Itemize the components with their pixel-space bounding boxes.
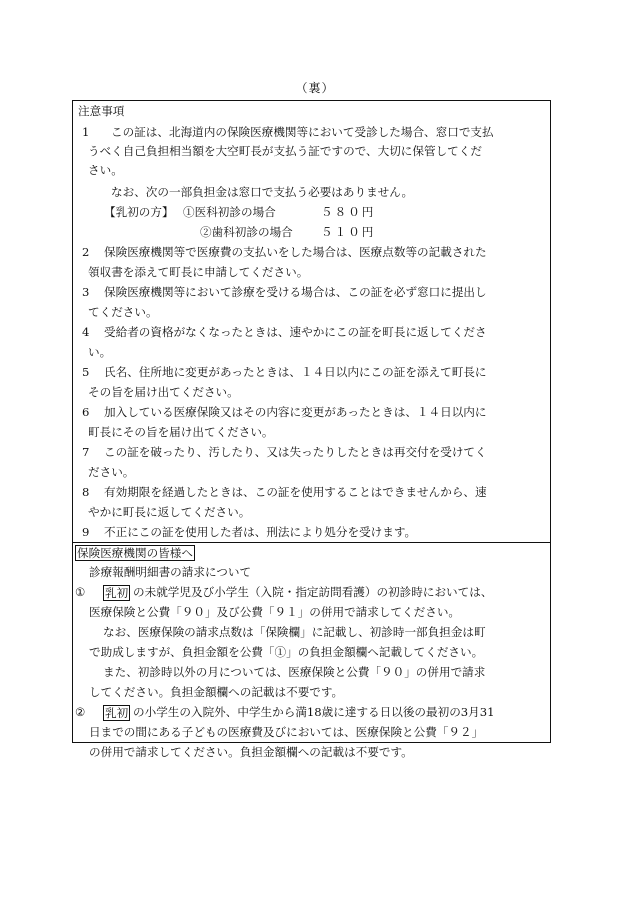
fee-row-name: ②歯科初診の場合 [200, 225, 293, 239]
item-text: この証は、北海道内の保険医療機関等において受診した場合、窓口で支払 [111, 125, 494, 139]
paragraph-text: の未就学児及び小学生（入院・指定訪問看護）の初診時においては、 [133, 585, 493, 599]
item-text: い。 [88, 345, 112, 359]
item-number: 2 [82, 245, 90, 259]
nyusho-tag: 乳初 [105, 706, 129, 720]
item-number: 5 [82, 365, 90, 379]
item-text: 加入している医療保険又はその内容に変更があったときは、１４日以内に [104, 405, 487, 419]
paragraph-number: ② [75, 705, 86, 719]
item-text: 不正にこの証を使用した者は、刑法により処分を受けます。 [104, 525, 417, 539]
paragraph-text: の併用で請求してください。負担金額欄への記載は不要です。 [89, 745, 413, 759]
item-number: 6 [82, 405, 90, 419]
item-number: 4 [82, 325, 90, 339]
paragraph-text: また、初診時以外の月については、医療保険と公費「９０」の併用で請求 [103, 665, 486, 679]
notice-title: 注意事項 [78, 104, 125, 118]
fee-row-amount: ５１０円 [321, 225, 376, 239]
item-number: 3 [82, 285, 90, 299]
fee-row-name: ①医科初診の場合 [183, 205, 276, 219]
paragraph-text: 日までの間にある子どもの医療費及びにおいては、医療保険と公費「９２」 [89, 725, 484, 739]
item-text: 氏名、住所地に変更があったときは、１４日以内にこの証を添えて町長に [104, 365, 487, 379]
nyusho-tag: 乳初 [105, 586, 129, 600]
item-text: この証を破ったり、汚したり、又は失ったりしたときは再交付を受けてく [104, 445, 487, 459]
item-number: 7 [82, 445, 90, 459]
page-heading: （裏） [295, 81, 335, 95]
paragraph-number: ① [75, 585, 86, 599]
document-frame [72, 100, 551, 759]
fee-row-amount: ５８０円 [321, 205, 376, 219]
item-text: 受給者の資格がなくなったときは、速やかにこの証を町長に返してくださ [104, 325, 487, 339]
item-number: 8 [82, 485, 90, 499]
fee-label: 【乳初の方】 [104, 205, 174, 219]
section-divider [73, 542, 550, 543]
institution-subtitle: 診療報酬明細書の請求について [89, 565, 252, 579]
item-number: 9 [82, 525, 90, 539]
item-text: 保険医療機関等において診療を受ける場合は、この証を必ず窓口に提出し [104, 285, 487, 299]
item-text: ださい。 [88, 465, 135, 479]
item-text: なお、次の一部負担金は窓口で支払う必要はありません。 [111, 185, 414, 199]
item-text: 保険医療機関等で医療費の支払いをした場合は、医療点数等の記載された [104, 245, 487, 259]
institution-title: 保険医療機関の皆様へ [77, 546, 193, 560]
item-text: 有効期限を経過したときは、この証を使用することはできませんから、速 [104, 485, 487, 499]
paragraph-text: 医療保険と公費「９０」及び公費「９１」の併用で請求してください。 [89, 605, 461, 619]
item-text: てください。 [88, 305, 158, 319]
item-text: うべく自己負担相当額を大空町長が支払う証ですので、大切に保管してくだ [88, 144, 482, 158]
paragraph-text: なお、医療保険の請求点数は「保険欄」に記載し、初診時一部負担金は町 [103, 625, 486, 639]
item-text: その旨を届け出てください。 [88, 385, 239, 399]
item-text: 町長にその旨を届け出てください。 [88, 425, 274, 439]
item-text: 領収書を添えて町長に申請してください。 [88, 265, 309, 279]
item-number: 1 [82, 125, 90, 139]
item-text: さい。 [88, 163, 123, 177]
paragraph-text: してください。負担金額欄への記載は不要です。 [89, 685, 344, 699]
paragraph-text: の小学生の入院外、中学生から満18歳に達する日以後の最初の3月31 [133, 705, 495, 719]
item-text: やかに町長に返してください。 [88, 505, 251, 519]
paragraph-text: で助成しますが、負担金額を公費「①」の負担金額欄へ記載してください。 [89, 645, 484, 659]
